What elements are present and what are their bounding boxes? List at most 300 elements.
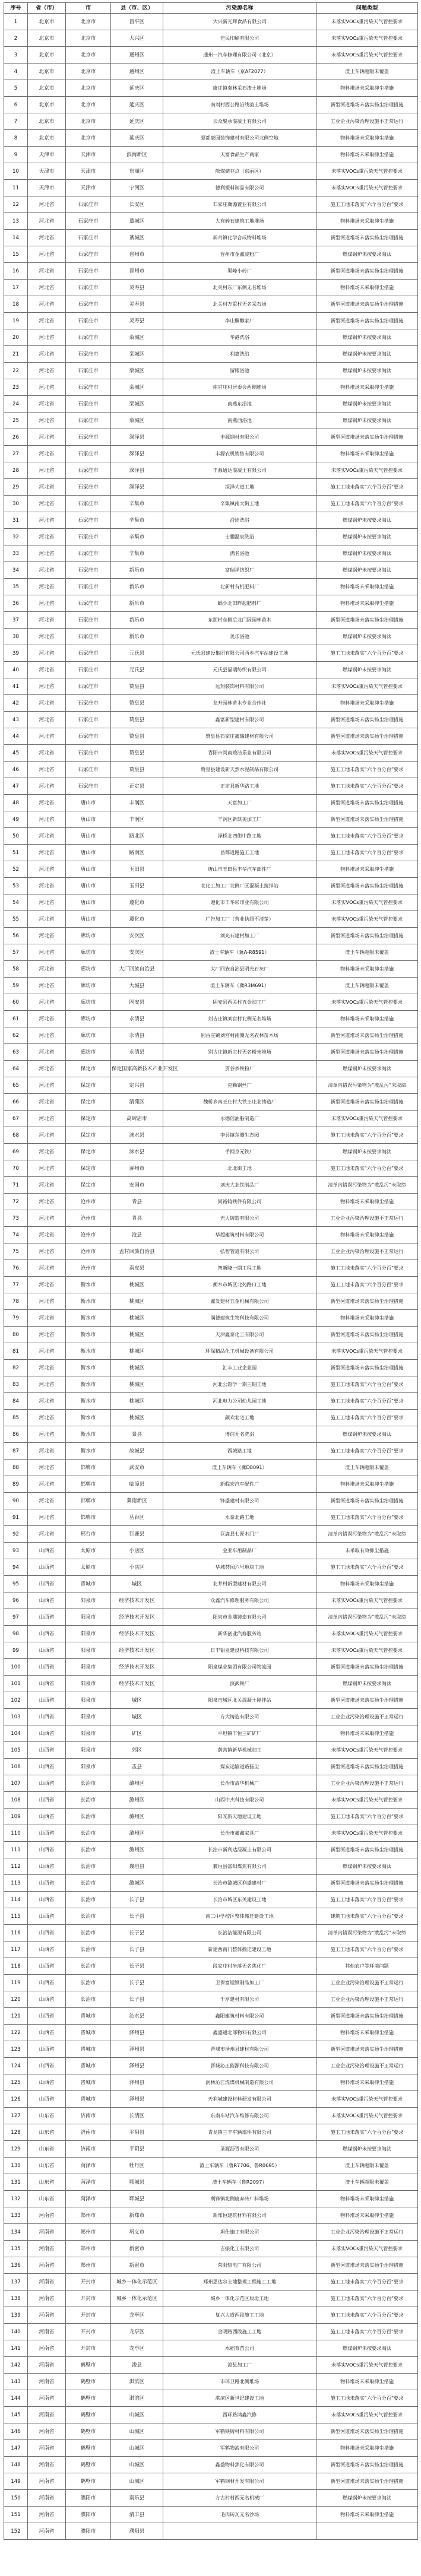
cell-city: 衡水市 — [66, 1426, 111, 1443]
cell-source-name: 利锋镇北侧废弃砖厂料堆场 — [163, 2191, 316, 2207]
cell-serial: 2 — [4, 30, 28, 47]
table-row — [4, 113, 418, 130]
cell-county: 经济技术开发区 — [111, 1609, 163, 1626]
cell-city: 邯郸市 — [66, 1493, 111, 1509]
cell-serial: 147 — [4, 2440, 28, 2457]
cell-serial: 62 — [4, 1027, 28, 1044]
cell-province: 山西省 — [28, 2091, 66, 2108]
table-row — [4, 329, 418, 346]
table-row — [4, 1310, 418, 1327]
cell-city: 石家庄市 — [66, 562, 111, 579]
cell-province: 河北省 — [28, 462, 66, 479]
cell-city: 鹤壁市 — [66, 2374, 111, 2390]
table-row — [4, 1410, 418, 1426]
cell-province: 河南省 — [28, 2257, 66, 2274]
cell-province: 河南省 — [28, 2274, 66, 2291]
cell-source-name: 利嘉洗浴 — [163, 346, 316, 363]
cell-serial: 104 — [4, 1725, 28, 1742]
table-row — [4, 1892, 418, 1908]
cell-province: 山东省 — [28, 2141, 66, 2158]
table-header — [4, 3, 418, 14]
cell-source-name: 南二中学校区整体搬迁建设工地 — [163, 1908, 316, 1925]
cell-problem-type: 新型河道堆场未落实扬尘治理措施 — [316, 1659, 418, 1676]
cell-problem-type: 未落实VOCs重污染天气管控要求 — [316, 14, 418, 30]
cell-province: 河南省 — [28, 2440, 66, 2457]
cell-city: 鹤壁市 — [66, 2357, 111, 2374]
cell-province: 河北省 — [28, 1410, 66, 1426]
cell-county: 桃城区 — [111, 1310, 163, 1327]
cell-province: 河北省 — [28, 429, 66, 446]
cell-county: 城区 — [111, 1692, 163, 1709]
cell-province: 河北省 — [28, 894, 66, 911]
cell-county: 经济技术开发区 — [111, 1676, 163, 1692]
cell-province: 北京市 — [28, 14, 66, 30]
table-row — [4, 944, 418, 961]
cell-serial: 66 — [4, 1094, 28, 1111]
cell-problem-type: 物料堆场未采取抑尘措施 — [316, 2374, 418, 2390]
cell-city: 邯郸市 — [66, 1509, 111, 1526]
cell-problem-type: 施工工地未落实“六个百分百”要求 — [316, 1509, 418, 1526]
cell-source-name: 丰源通达混凝土有限公司 — [163, 462, 316, 479]
cell-problem-type: 施工工地未落实“六个百分百”要求 — [316, 2324, 418, 2340]
cell-city: 长治市 — [66, 1809, 111, 1825]
cell-problem-type: 物料堆场未采取抑尘措施 — [316, 1194, 418, 1210]
table-row — [4, 961, 418, 978]
cell-province: 山西省 — [28, 1941, 66, 1958]
cell-problem-type: 燃煤锅炉未按要求淘汰 — [316, 2490, 418, 2507]
cell-serial: 125 — [4, 2074, 28, 2091]
cell-city: 廊坊市 — [66, 994, 111, 1011]
cell-city: 石家庄市 — [66, 678, 111, 695]
cell-serial: 74 — [4, 1227, 28, 1243]
cell-source-name: 荫营镇新华机械加工 — [163, 1742, 316, 1759]
table-row — [4, 2457, 418, 2473]
cell-serial: 106 — [4, 1759, 28, 1775]
cell-source-name: 煤炭运输道路扬尘 — [163, 1759, 316, 1775]
cell-city: 鹤壁市 — [66, 2473, 111, 2490]
cell-county: 襄垣县 — [111, 1858, 163, 1875]
cell-problem-type: 未落实VOCs重污染天气管控要求 — [316, 2241, 418, 2257]
cell-city: 鹤壁市 — [66, 2390, 111, 2407]
table-row — [4, 1144, 418, 1160]
cell-source-name: 散煤储存点（东丽区） — [163, 163, 316, 180]
table-row — [4, 163, 418, 180]
cell-county: 临漳县 — [111, 1476, 163, 1493]
cell-province: 河北省 — [28, 1194, 66, 1210]
cell-city: 郑州市 — [66, 2241, 111, 2257]
table-row — [4, 1476, 418, 1493]
cell-city: 濮阳市 — [66, 2523, 111, 2540]
cell-problem-type: 未采取有效抑尘措施 — [316, 1543, 418, 1559]
table-row — [4, 1360, 418, 1376]
cell-serial: 39 — [4, 645, 28, 662]
cell-problem-type: 施工工地未落实“六个百分百”要求 — [316, 1160, 418, 1177]
cell-problem-type: 燃煤锅炉未按要求淘汰 — [316, 1676, 418, 1692]
cell-source-name: 鑫阳建筑材料有限公司 — [163, 2008, 316, 2025]
cell-serial: 25 — [4, 413, 28, 429]
cell-problem-type: 施工工地未落实“六个百分百”要求 — [316, 1443, 418, 1460]
cell-problem-type: 施工工地未落实“六个百分百”要求 — [316, 1559, 418, 1576]
cell-source-name: 北关村东厂东侧无名堆场 — [163, 280, 316, 296]
table-row — [4, 2440, 418, 2457]
cell-city: 济南市 — [66, 2141, 111, 2158]
table-row — [4, 1676, 418, 1692]
cell-province: 河北省 — [28, 994, 66, 1011]
cell-problem-type: 施工工地未落实“六个百分百”要求 — [316, 2124, 418, 2141]
cell-county: 大厂回族自治县 — [111, 961, 163, 978]
table-row — [4, 1210, 418, 1227]
cell-problem-type: 施工工地未落实“六个百分百”要求 — [316, 1260, 418, 1277]
cell-source-name: 同裕铸铁件有限公司 — [163, 1194, 316, 1210]
cell-county: 山城区 — [111, 2407, 163, 2423]
table-row — [4, 1277, 418, 1293]
cell-problem-type: 渣土车辆超限未覆盖 — [316, 2158, 418, 2174]
cell-problem-type: 新型河道堆场未落实扬尘治理措施 — [316, 1044, 418, 1061]
cell-province: 河北省 — [28, 1127, 66, 1144]
cell-problem-type: 燃煤锅炉未按要求淘汰 — [316, 662, 418, 678]
cell-province: 山西省 — [28, 1975, 66, 1991]
cell-province: 山西省 — [28, 1676, 66, 1692]
cell-city: 天津市 — [66, 147, 111, 163]
table-row — [4, 894, 418, 911]
cell-serial: 87 — [4, 1443, 28, 1460]
cell-province: 山西省 — [28, 1958, 66, 1975]
table-row — [4, 595, 418, 612]
cell-city: 北京市 — [66, 14, 111, 30]
cell-source-name: 晋州市金鑫淀粉厂 — [163, 246, 316, 263]
cell-county: 新密市 — [111, 2241, 163, 2257]
cell-source-name: 富瑞祥纺织厂 — [163, 562, 316, 579]
cell-city: 晋城市 — [66, 2008, 111, 2025]
cell-county: 晋州市 — [111, 246, 163, 263]
cell-city: 开封市 — [66, 2340, 111, 2357]
cell-county: 赞皇县 — [111, 695, 163, 712]
table-row — [4, 1493, 418, 1509]
table-row — [4, 263, 418, 280]
cell-source-name: 李县镇东侧生态园 — [163, 1127, 316, 1144]
cell-problem-type: 未落实VOCs重污染天气管控要求 — [316, 894, 418, 911]
cell-source-name: 满名浴池 — [163, 545, 316, 562]
cell-city: 石家庄市 — [66, 728, 111, 745]
cell-serial: 88 — [4, 1460, 28, 1476]
cell-serial: 67 — [4, 1111, 28, 1127]
cell-city: 太原市 — [66, 1543, 111, 1559]
cell-problem-type: 渣土车辆超限未覆盖 — [316, 944, 418, 961]
cell-source-name: 北关村万重村无名采石场 — [163, 296, 316, 313]
table-row — [4, 1991, 418, 2008]
cell-source-name: 刘庆大北铁制品厂 — [163, 1177, 316, 1194]
cell-city: 廊坊市 — [66, 978, 111, 994]
cell-problem-type: 新型河道堆场未落实扬尘治理措施 — [316, 296, 418, 313]
cell-city: 天津市 — [66, 163, 111, 180]
cell-serial: 116 — [4, 1925, 28, 1941]
cell-city: 石家庄市 — [66, 545, 111, 562]
cell-city: 北京市 — [66, 130, 111, 147]
cell-city: 石家庄市 — [66, 246, 111, 263]
table-row — [4, 1526, 418, 1543]
cell-city: 石家庄市 — [66, 479, 111, 496]
cell-city: 晋城市 — [66, 2091, 111, 2108]
cell-serial: 72 — [4, 1194, 28, 1210]
cell-problem-type: 新型河道堆场未落实扬尘治理措施 — [316, 97, 418, 113]
cell-county: 长子县 — [111, 1991, 163, 2008]
table-row — [4, 1194, 418, 1210]
cell-city: 沧州市 — [66, 1260, 111, 1277]
cell-problem-type: 物料堆场未采取抑尘措施 — [316, 595, 418, 612]
header-province: 省（市） — [28, 3, 66, 14]
cell-city: 鹤壁市 — [66, 2457, 111, 2473]
table-row — [4, 2423, 418, 2440]
table-row — [4, 2008, 418, 2025]
cell-source-name: 晋城沁正能源科技有限公司 — [163, 2058, 316, 2074]
cell-source-name: 渠峰小砖厂 — [163, 263, 316, 280]
cell-problem-type: 施工工地未落实“六个百分百”要求 — [316, 1127, 418, 1144]
cell-county: 安次区 — [111, 928, 163, 944]
cell-province: 河北省 — [28, 196, 66, 213]
cell-province: 河北省 — [28, 811, 66, 828]
cell-problem-type: 燃煤锅炉未按要求淘汰 — [316, 562, 418, 579]
cell-problem-type: 施工工地未落实“六个百分百”要求 — [316, 1941, 418, 1958]
cell-serial: 60 — [4, 994, 28, 1011]
cell-serial: 19 — [4, 313, 28, 329]
cell-source-name: 长治市鑫鑫家具厂 — [163, 1825, 316, 1842]
cell-county: 山城区 — [111, 2440, 163, 2457]
cell-province: 山西省 — [28, 2058, 66, 2074]
cell-source-name: 西城路工地 — [163, 1443, 316, 1460]
table-row — [4, 529, 418, 545]
cell-serial: 58 — [4, 961, 28, 978]
cell-problem-type: 物料堆场未采取抑尘措施 — [316, 1011, 418, 1027]
cell-problem-type: 新型河道堆场未落实扬尘治理措施 — [316, 1327, 418, 1343]
cell-serial: 30 — [4, 496, 28, 512]
cell-problem-type: 未落实VOCs重污染天气管控要求 — [316, 2108, 418, 2124]
cell-city: 石家庄市 — [66, 329, 111, 346]
cell-source-name: 水稻育苗公司 — [163, 2340, 316, 2357]
cell-serial: 119 — [4, 1975, 28, 1991]
table-row — [4, 1443, 418, 1460]
cell-problem-type: 工业企业污染治理设施不正常运行 — [316, 1975, 418, 1991]
cell-source-name: 大厂回族自治县明光石灰厂 — [163, 961, 316, 978]
cell-problem-type: 物料堆场未采取抑尘措施 — [316, 1576, 418, 1592]
cell-source-name: 金明路西段施工工地 — [163, 2324, 316, 2340]
cell-serial: 134 — [4, 2224, 28, 2241]
cell-province: 山西省 — [28, 1543, 66, 1559]
cell-province: 天津市 — [28, 180, 66, 196]
cell-province: 山东省 — [28, 2191, 66, 2207]
cell-county: 牡丹区 — [111, 2158, 163, 2174]
cell-problem-type: 燃煤锅炉未按要求淘汰 — [316, 413, 418, 429]
cell-city: 北京市 — [66, 47, 111, 64]
cell-county: 赞皇县 — [111, 745, 163, 762]
cell-problem-type: 施工工地未落实“六个百分百”要求 — [316, 2390, 418, 2407]
cell-serial: 148 — [4, 2457, 28, 2473]
cell-province: 河北省 — [28, 230, 66, 246]
table-row — [4, 1027, 418, 1044]
cell-problem-type: 未落实VOCs重污染天气管控要求 — [316, 2091, 418, 2108]
cell-county: 矿区 — [111, 1725, 163, 1742]
cell-source-name: 北井村新型建材有限公司 — [163, 1576, 316, 1592]
cell-county: 保定国家高新技术产业开发区 — [111, 1061, 163, 1077]
table-row — [4, 446, 418, 462]
table-row — [4, 795, 418, 811]
cell-problem-type: 物料堆场未采取抑尘措施 — [316, 1310, 418, 1327]
cell-problem-type: 渣土车辆超限未覆盖 — [316, 2174, 418, 2191]
cell-problem-type: 未落实VOCs重污染天气管控要求 — [316, 1825, 418, 1842]
cell-province: 河北省 — [28, 1077, 66, 1094]
cell-province: 河北省 — [28, 678, 66, 695]
cell-province: 河北省 — [28, 579, 66, 595]
cell-city: 北京市 — [66, 30, 111, 47]
cell-problem-type: 未落实VOCs重污染天气管控要求 — [316, 1742, 418, 1759]
cell-city: 廊坊市 — [66, 928, 111, 944]
cell-city: 菏泽市 — [66, 2158, 111, 2174]
cell-problem-type: 未落实VOCs重污染天气管控要求 — [316, 1111, 418, 1127]
cell-problem-type: 物料堆场未采取抑尘措施 — [316, 446, 418, 462]
cell-serial: 99 — [4, 1642, 28, 1659]
cell-city: 石家庄市 — [66, 662, 111, 678]
cell-problem-type — [316, 2523, 418, 2540]
cell-problem-type: 新型河道堆场未落实扬尘治理措施 — [316, 1493, 418, 1509]
cell-county: 永清县 — [111, 1027, 163, 1044]
header-row — [4, 3, 418, 14]
cell-county: 桃城区 — [111, 1277, 163, 1293]
cell-county: 大城县 — [111, 978, 163, 994]
table-row — [4, 363, 418, 379]
cell-problem-type: 物料堆场未采取抑尘措施 — [316, 861, 418, 878]
cell-city: 廊坊市 — [66, 1011, 111, 1027]
cell-serial: 129 — [4, 2141, 28, 2158]
cell-problem-type: 燃煤锅炉未按要求淘汰 — [316, 2141, 418, 2158]
cell-problem-type: 燃煤锅炉未按要求淘汰 — [316, 512, 418, 529]
cell-serial: 45 — [4, 745, 28, 762]
cell-city: 石家庄市 — [66, 213, 111, 230]
cell-city: 阳泉市 — [66, 1659, 111, 1676]
cell-city: 保定市 — [66, 1111, 111, 1127]
cell-serial: 44 — [4, 728, 28, 745]
cell-city: 石家庄市 — [66, 579, 111, 595]
cell-county: 景县 — [111, 1426, 163, 1443]
cell-problem-type: 燃煤锅炉未按要求淘汰 — [316, 1426, 418, 1443]
cell-city: 菏泽市 — [66, 2174, 111, 2191]
cell-problem-type: 渣土车辆超限未覆盖 — [316, 64, 418, 80]
cell-province: 山西省 — [28, 1626, 66, 1642]
table-row — [4, 2390, 418, 2407]
cell-problem-type: 未落实VOCs重污染天气管控要求 — [316, 1792, 418, 1809]
cell-serial: 98 — [4, 1626, 28, 1642]
cell-serial: 93 — [4, 1543, 28, 1559]
table-row — [4, 2274, 418, 2291]
table-row — [4, 2340, 418, 2357]
cell-county: 长子县 — [111, 1975, 163, 1991]
table-row — [4, 2374, 418, 2390]
table-row — [4, 1293, 418, 1310]
cell-problem-type: 施工工地未落实“六个百分百”要求 — [316, 479, 418, 496]
cell-city: 石家庄市 — [66, 612, 111, 629]
cell-city: 保定市 — [66, 1127, 111, 1144]
cell-serial: 85 — [4, 1410, 28, 1426]
cell-county: 栾城区 — [111, 346, 163, 363]
table-row — [4, 230, 418, 246]
cell-city: 长治市 — [66, 1975, 111, 1991]
cell-serial: 86 — [4, 1426, 28, 1443]
table-row — [4, 2191, 418, 2207]
cell-province: 河北省 — [28, 695, 66, 712]
cell-county: 清苑区 — [111, 1094, 163, 1111]
cell-province: 山西省 — [28, 1991, 66, 2008]
cell-province: 河北省 — [28, 595, 66, 612]
table-row — [4, 1642, 418, 1659]
cell-city: 长治市 — [66, 1941, 111, 1958]
table-row — [4, 579, 418, 595]
cell-province: 河南省 — [28, 2307, 66, 2324]
cell-county: 濮阳县 — [111, 2523, 163, 2540]
cell-county: 涞水县 — [111, 1127, 163, 1144]
table-row — [4, 429, 418, 446]
cell-problem-type: 工业企业污染治理设施不正常运行 — [316, 113, 418, 130]
cell-province: 河北省 — [28, 246, 66, 263]
cell-county: 辛集市 — [111, 496, 163, 512]
cell-province: 山西省 — [28, 1642, 66, 1659]
cell-city: 衡水市 — [66, 1277, 111, 1293]
cell-province: 河北省 — [28, 944, 66, 961]
cell-serial: 143 — [4, 2374, 28, 2390]
table-row — [4, 2124, 418, 2141]
cell-serial: 71 — [4, 1177, 28, 1194]
cell-problem-type: 未落实VOCs重污染天气管控要求 — [316, 1592, 418, 1609]
cell-county: 龙亭区 — [111, 2340, 163, 2357]
cell-serial: 12 — [4, 196, 28, 213]
table-row — [4, 2407, 418, 2423]
cell-province: 北京市 — [28, 97, 66, 113]
cell-serial: 34 — [4, 562, 28, 579]
cell-county: 遵化市 — [111, 894, 163, 911]
cell-source-name: 渣土车辆车（鲁R7706、鲁R0695） — [163, 2158, 316, 2174]
cell-problem-type: 燃煤锅炉未按要求淘汰 — [316, 629, 418, 645]
table-row — [4, 496, 418, 512]
cell-serial: 100 — [4, 1659, 28, 1676]
cell-county: 长子县 — [111, 1958, 163, 1975]
table-row — [4, 1792, 418, 1809]
cell-province: 河北省 — [28, 363, 66, 379]
cell-province: 河北省 — [28, 1443, 66, 1460]
table-row — [4, 2158, 418, 2174]
table-row — [4, 1975, 418, 1991]
table-row — [4, 2108, 418, 2124]
cell-city: 北京市 — [66, 64, 111, 80]
cell-source-name: 光大铸造有限公司 — [163, 1210, 316, 1227]
cell-city: 衡水市 — [66, 1360, 111, 1376]
cell-problem-type: 渣土车辆超限未覆盖 — [316, 1460, 418, 1476]
cell-problem-type: 渣土车辆超限未覆盖 — [316, 978, 418, 994]
cell-city: 郑州市 — [66, 2224, 111, 2241]
cell-province: 河北省 — [28, 1460, 66, 1476]
cell-source-name: 泽桥北四街中路工地 — [163, 828, 316, 845]
cell-province: 河北省 — [28, 778, 66, 795]
cell-province: 山西省 — [28, 1576, 66, 1592]
cell-serial: 7 — [4, 113, 28, 130]
cell-county: 经济技术开发区 — [111, 1626, 163, 1642]
table-row — [4, 1692, 418, 1709]
cell-county: 经济技术开发区 — [111, 1659, 163, 1676]
cell-source-name: 毛肉砖瓦无名沙场 — [163, 2507, 316, 2523]
cell-serial: 8 — [4, 130, 28, 147]
cell-county: 赞皇县 — [111, 728, 163, 745]
cell-county: 城区 — [111, 1576, 163, 1592]
cell-problem-type: 清单内错误污染物为“散乱污”未取缔 — [316, 1925, 418, 1941]
cell-problem-type: 物料堆场未采取抑尘措施 — [316, 280, 418, 296]
cell-serial: 151 — [4, 2507, 28, 2523]
cell-problem-type: 新型河道堆场未落实扬尘治理措施 — [316, 429, 418, 446]
